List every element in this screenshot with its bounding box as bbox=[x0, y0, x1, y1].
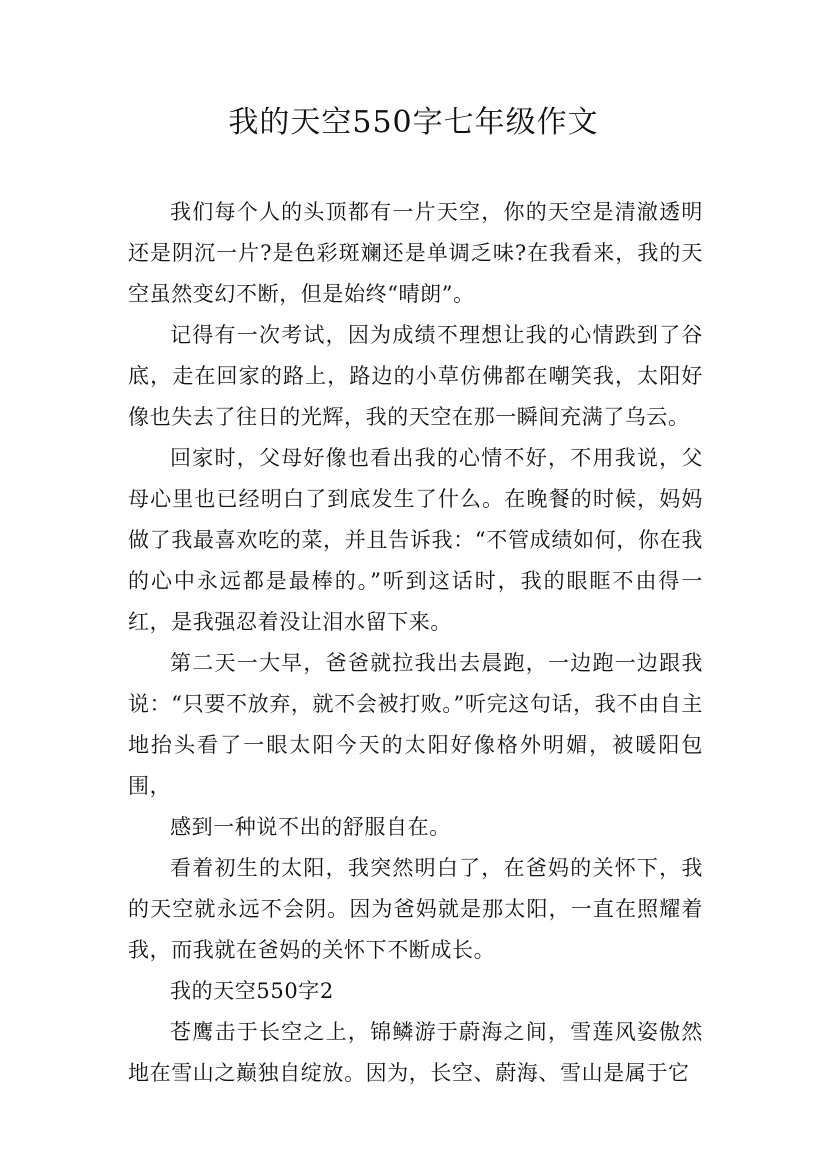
document-body bbox=[128, 192, 703, 1094]
paragraph: 苍鹰击于长空之上，锦鳞游于蔚海之间，雪莲风姿傲然地在雪山之巅独自绽放。因为，长空、蔚海、雪山是属于它 bbox=[128, 1020, 703, 1085]
paragraph: 回家时，父母好像也看出我的心情不好，不用我说，父母心里也已经明白了到底发生了什么。在晚餐的时候，妈妈做了我最喜欢吃的菜，并且告诉我：“不管成绩如何，你在我的心中永远都是最棒的。”听到这话时，我的眼眶不由得一红，是我强忍着没让泪水留下来。 bbox=[128, 446, 703, 634]
paragraph: 看着初生的太阳，我突然明白了，在爸妈的关怀下，我的天空就永远不会阴。因为爸妈就是那太阳，一直在照耀着我，而我就在爸妈的关怀下不断成长。 bbox=[128, 856, 703, 962]
paragraph: 我们每个人的头顶都有一片天空，你的天空是清澈透明还是阴沉一片?是色彩斑斓还是单调乏味?在我看来，我的天空虽然变幻不断，但是始终“晴朗”。 bbox=[128, 200, 703, 306]
paragraph: 第二天一大早，爸爸就拉我出去晨跑，一边跑一边跟我说：“只要不放弃，就不会被打败。”听完这句话，我不由自主地抬头看了一眼太阳今天的太阳好像格外明媚，被暖阳包围， bbox=[128, 651, 703, 798]
document-title: 我的天空550字七年级作文 bbox=[228, 105, 599, 140]
paragraph: 记得有一次考试，因为成绩不理想让我的心情跌到了谷底，走在回家的路上，路边的小草仿佛都在嘲笑我，太阳好像也失去了往日的光辉，我的天空在那一瞬间充满了乌云。 bbox=[128, 323, 703, 429]
paragraph: 感到一种说不出的舒服自在。 bbox=[170, 815, 451, 839]
section-heading: 我的天空550字2 bbox=[170, 979, 334, 1003]
